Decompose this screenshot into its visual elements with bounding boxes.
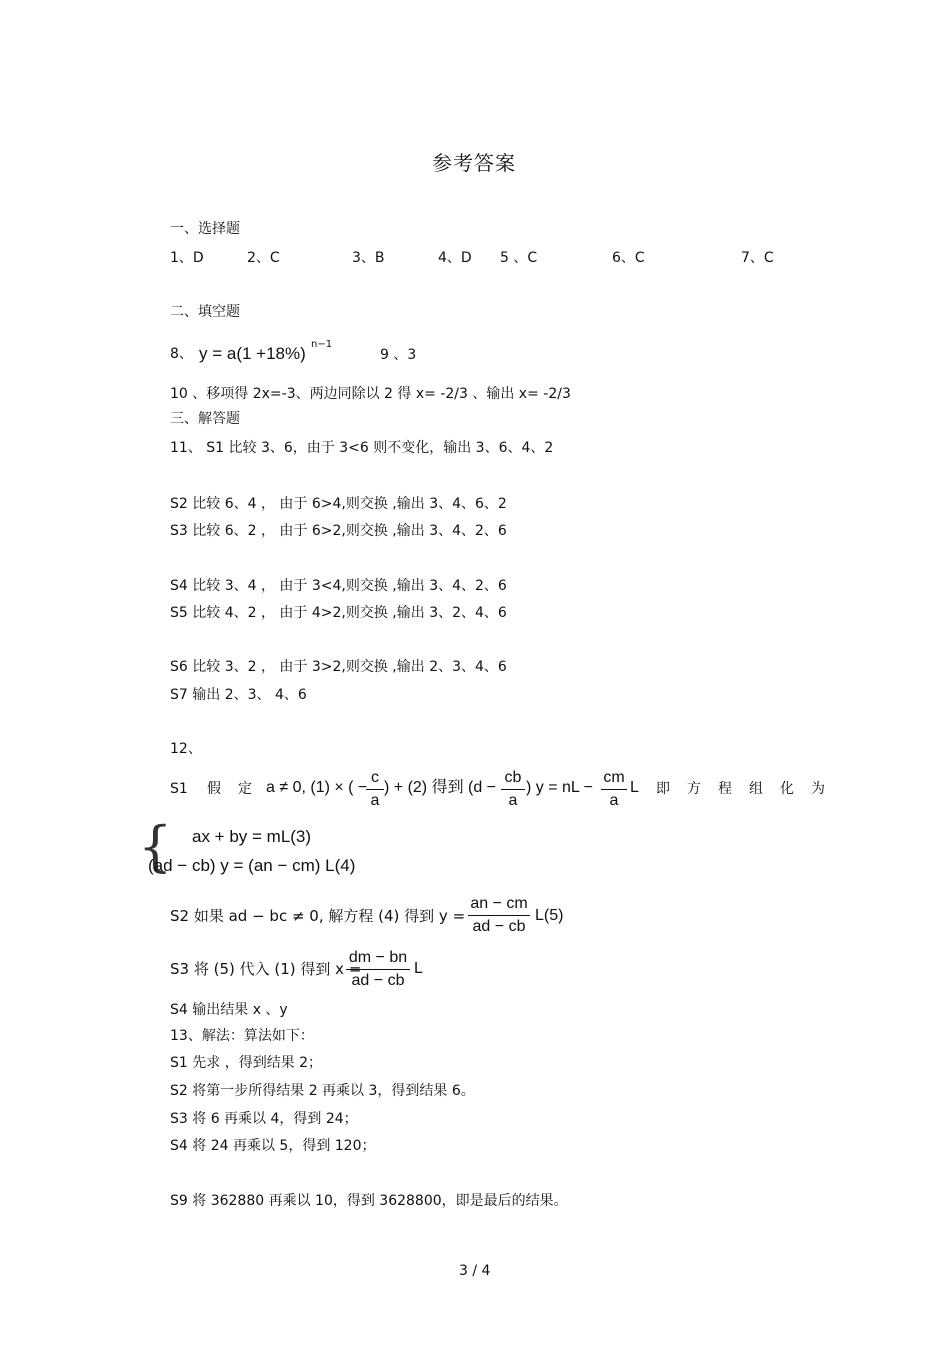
choice-answer: 3、B xyxy=(352,250,385,266)
question-8-formula: y = a(1 +18%) xyxy=(199,344,306,363)
question-13-line: S1 先求 ，得到结果 2； xyxy=(170,1055,323,1071)
question-13-line: S4 将 24 再乘以 5，得到 120； xyxy=(170,1138,376,1154)
choice-answer: 4、D xyxy=(438,250,472,266)
question-11-line: S6 比较 3、2 ， 由于 3>2,则交换 ,输出 2、3、4、6 xyxy=(170,659,507,675)
q12-s2-text: S2 如果 ad − bc ≠ 0, 解方程 (4) 得到 y = xyxy=(170,907,466,925)
section-heading-choice: 一、选择题 xyxy=(170,221,240,237)
q12-s1-fraction-1 xyxy=(366,770,384,809)
fraction-numerator: dm − bn xyxy=(348,949,408,966)
question-13-line: S9 将 362880 再乘以 10，得到 3628800，即是最后的结果。 xyxy=(170,1193,568,1209)
q12-s1-expr-b: ) + (2) 得到 (d − xyxy=(384,779,497,796)
fraction-numerator: cb xyxy=(504,769,522,786)
question-11-line: 11、 S1 比较 3、6，由于 3<6 则不变化，输出 3、6、4、2 xyxy=(170,440,554,456)
q12-s1-fraction-3 xyxy=(601,770,627,809)
section-heading-solve: 三、解答题 xyxy=(170,411,240,427)
fraction-bar xyxy=(601,789,627,790)
fraction-denominator: a xyxy=(370,792,380,809)
q12-s1-prefix: S1 xyxy=(170,781,188,797)
left-brace-icon: { xyxy=(138,815,173,878)
q12-s1-tail: 即方程组化为 xyxy=(656,781,842,797)
q12-s1-expr-a: a ≠ 0, (1) × ( − xyxy=(266,779,368,796)
question-11-line: S4 比较 3、4 ， 由于 3<4,则交换 ,输出 3、4、2、6 xyxy=(170,578,507,594)
fraction-bar xyxy=(346,969,410,970)
fraction-numerator: cm xyxy=(603,769,625,786)
q12-s1-fraction-2 xyxy=(501,770,525,809)
q12-s1-expr-d: L xyxy=(630,779,639,796)
q12-s4: S4 输出结果 x 、y xyxy=(170,1002,288,1018)
q12-system-line-1: ax + by = mL(3) xyxy=(192,827,312,846)
question-11-line: S3 比较 6、2 ， 由于 6>2,则交换 ,输出 3、4、2、6 xyxy=(170,523,507,539)
choice-answer: 2、C xyxy=(247,250,280,266)
question-13-line: S3 将 6 再乘以 4，得到 24； xyxy=(170,1111,358,1127)
question-10-answer: 10 、移项得 2x=-3、两边同除以 2 得 x= -2/3 、输出 x= -2/3 xyxy=(170,386,571,402)
q12-s3-fraction xyxy=(346,950,410,989)
question-12-label: 12、 xyxy=(170,741,202,757)
q12-s3-tail: L xyxy=(414,960,423,977)
q12-s3-text: S3 将 (5) 代入 (1) 得到 x = xyxy=(170,960,362,978)
choice-answer: 7、C xyxy=(741,250,774,266)
choice-answer: 1、D xyxy=(170,250,204,266)
choice-answer: 5 、C xyxy=(500,250,538,266)
q12-s2-tail: L(5) xyxy=(535,907,564,924)
q12-s1-expr-c: ) y = nL − xyxy=(526,779,593,796)
choice-answer: 6、C xyxy=(612,250,645,266)
fraction-denominator: ad − cb xyxy=(472,918,526,935)
fraction-bar xyxy=(468,915,530,916)
q12-s2-fraction xyxy=(468,896,530,935)
q12-s1-assume: 假定 xyxy=(207,781,269,797)
question-13-line: 13、解法：算法如下： xyxy=(170,1028,314,1044)
question-8-exponent: n−1 xyxy=(311,339,333,350)
question-8-label: 8、 xyxy=(170,346,193,362)
page-number: 3 / 4 xyxy=(459,1263,491,1279)
question-11-line: S7 输出 2、3、 4、6 xyxy=(170,687,307,703)
question-13-line: S2 将第一步所得结果 2 再乘以 3，得到结果 6。 xyxy=(170,1083,475,1099)
page-title: 参考答案 xyxy=(432,151,516,175)
section-heading-fill: 二、填空题 xyxy=(170,304,240,320)
q12-system-line-2: (ad − cb) y = (an − cm) L(4) xyxy=(148,856,356,875)
question-11-line: S2 比较 6、4 ， 由于 6>4,则交换 ,输出 3、4、6、2 xyxy=(170,496,507,512)
fraction-denominator: a xyxy=(609,792,619,809)
fraction-denominator: a xyxy=(508,792,518,809)
question-11-line: S5 比较 4、2 ， 由于 4>2,则交换 ,输出 3、2、4、6 xyxy=(170,605,507,621)
fraction-denominator: ad − cb xyxy=(351,972,405,989)
question-9-answer: 9 、3 xyxy=(380,347,417,363)
fraction-numerator: an − cm xyxy=(470,895,528,912)
fraction-numerator: c xyxy=(371,769,379,786)
fraction-bar xyxy=(366,789,384,790)
fraction-bar xyxy=(501,789,525,790)
